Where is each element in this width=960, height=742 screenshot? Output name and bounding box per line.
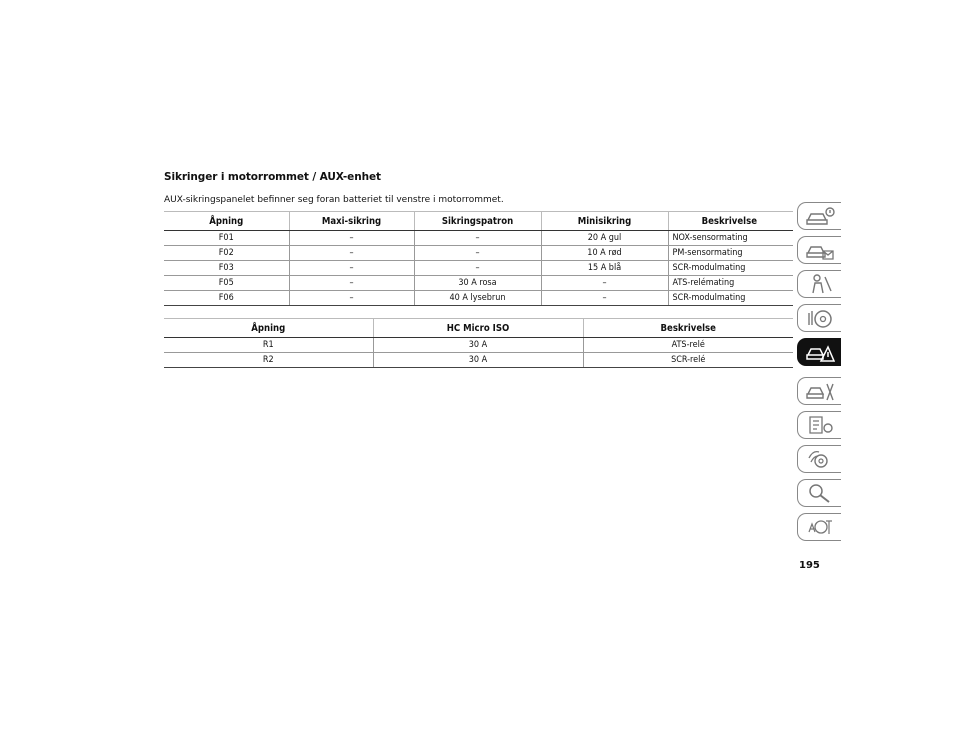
cell-opening: F02 — [164, 246, 289, 261]
cell-mini-fuse: 15 A blå — [541, 261, 668, 276]
chapter-tab-emergency[interactable] — [797, 338, 841, 366]
section-intro: AUX-sikringspanelet befinner seg foran batteriet til venstre i motorrommet. — [164, 195, 504, 205]
cell-maxi-fuse: – — [289, 246, 414, 261]
language-icon — [805, 516, 835, 538]
table-header-row — [164, 212, 793, 231]
cell-opening: R2 — [164, 353, 373, 368]
chapter-tab-messages[interactable] — [797, 236, 841, 264]
cell-mini-fuse: 20 A gul — [541, 231, 668, 246]
cell-maxi-fuse: – — [289, 291, 414, 306]
col-header-opening: Åpning — [164, 319, 373, 338]
chapter-tab-index[interactable] — [797, 479, 841, 507]
col-header-hc-micro-iso: HC Micro ISO — [373, 319, 583, 338]
cell-hc-micro-iso: 30 A — [373, 353, 583, 368]
col-header-mini-fuse: Minisikring — [541, 212, 668, 231]
cell-hc-micro-iso: 30 A — [373, 338, 583, 353]
col-header-maxi-fuse: Maxi-sikring — [289, 212, 414, 231]
cell-mini-fuse: – — [541, 291, 668, 306]
cell-opening: F03 — [164, 261, 289, 276]
safety-icon — [805, 273, 835, 295]
car-message-icon — [805, 239, 835, 261]
col-header-cartridge-fuse: Sikringspatron — [414, 212, 541, 231]
cell-maxi-fuse: – — [289, 276, 414, 291]
cell-description: SCR-modulmating — [668, 291, 793, 306]
multimedia-icon — [805, 448, 835, 470]
table-row — [164, 291, 793, 306]
specifications-icon — [805, 414, 835, 436]
page-number: 195 — [799, 560, 820, 571]
cell-opening: F01 — [164, 231, 289, 246]
cell-opening: F05 — [164, 276, 289, 291]
cell-cartridge-fuse: – — [414, 246, 541, 261]
cell-mini-fuse: – — [541, 276, 668, 291]
cell-description: ATS-relémating — [668, 276, 793, 291]
col-header-description: Beskrivelse — [583, 319, 793, 338]
chapter-tab-service[interactable] — [797, 377, 841, 405]
cell-description: ATS-relé — [583, 338, 793, 353]
cell-description: SCR-relé — [583, 353, 793, 368]
cell-mini-fuse: 10 A rød — [541, 246, 668, 261]
cell-maxi-fuse: – — [289, 231, 414, 246]
col-header-description: Beskrivelse — [668, 212, 793, 231]
emergency-warning-icon — [805, 341, 835, 363]
table-header-row — [164, 319, 793, 338]
cell-description: PM-sensormating — [668, 246, 793, 261]
cell-cartridge-fuse: 40 A lysebrun — [414, 291, 541, 306]
chapter-tab-driving[interactable] — [797, 304, 841, 332]
cell-description: SCR-modulmating — [668, 261, 793, 276]
table-row — [164, 276, 793, 291]
cell-cartridge-fuse: – — [414, 231, 541, 246]
cell-cartridge-fuse: – — [414, 261, 541, 276]
table-row — [164, 246, 793, 261]
cell-opening: F06 — [164, 291, 289, 306]
table-row — [164, 261, 793, 276]
aux-fuse-table — [164, 211, 793, 306]
table-row — [164, 231, 793, 246]
relay-table — [164, 318, 793, 368]
steering-wheel-icon — [805, 307, 835, 329]
table-row — [164, 338, 793, 353]
cell-description: NOX-sensormating — [668, 231, 793, 246]
cell-maxi-fuse: – — [289, 261, 414, 276]
car-info-icon — [805, 205, 835, 227]
car-service-icon — [805, 380, 835, 402]
cell-opening: R1 — [164, 338, 373, 353]
chapter-tab-vehicle-info[interactable] — [797, 202, 841, 230]
search-icon — [805, 482, 835, 504]
col-header-opening: Åpning — [164, 212, 289, 231]
chapter-tab-languages[interactable] — [797, 513, 841, 541]
chapter-tab-specifications[interactable] — [797, 411, 841, 439]
section-title: Sikringer i motorrommet / AUX-enhet — [164, 171, 381, 183]
chapter-tab-multimedia[interactable] — [797, 445, 841, 473]
chapter-tab-safety[interactable] — [797, 270, 841, 298]
cell-cartridge-fuse: 30 A rosa — [414, 276, 541, 291]
table-row — [164, 353, 793, 368]
